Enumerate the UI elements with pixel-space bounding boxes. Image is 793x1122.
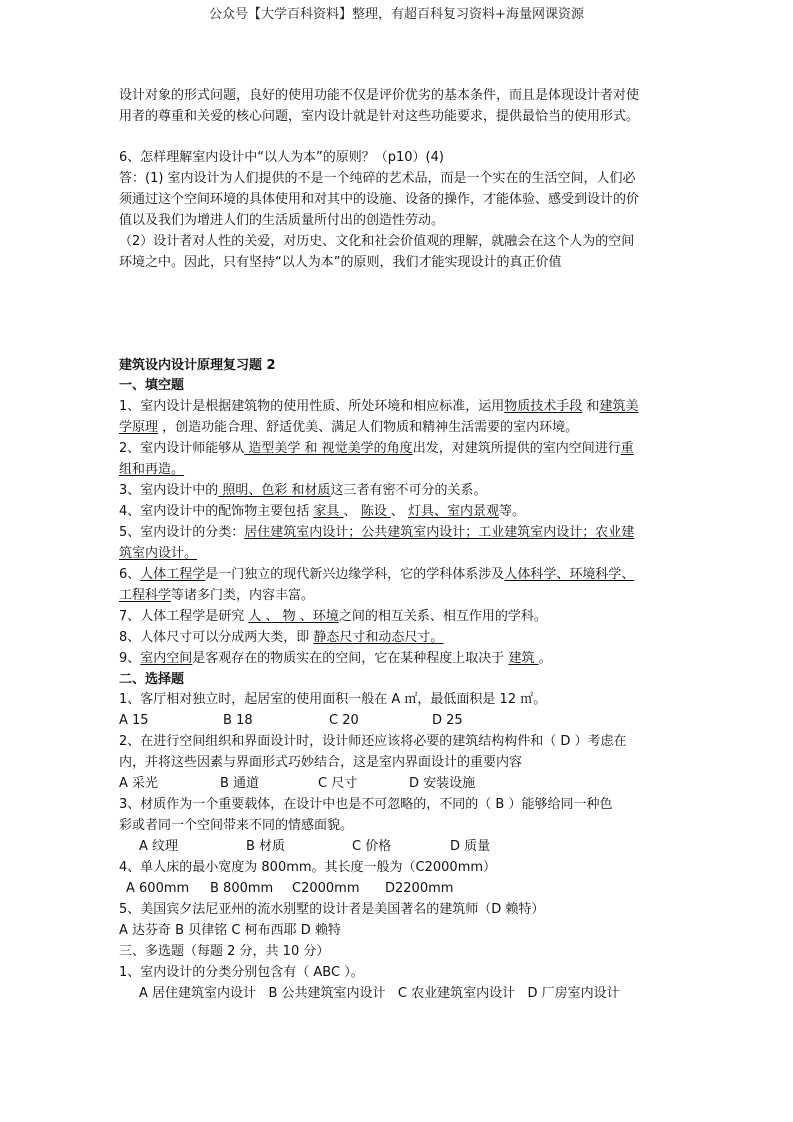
answer-blank: 室内空间 bbox=[140, 651, 193, 666]
choice-q5: 5、美国宾夕法尼亚州的流水别墅的设计者是美国著名的建筑师（D 赖特） bbox=[119, 902, 545, 917]
option: D 安装设施 bbox=[409, 776, 476, 791]
fill-blank-q1-line1 bbox=[119, 399, 638, 415]
answer-line: 须通过这个空间环境的具体使用和对其中的设施、设备的操作，才能体验、感受到设计的价 bbox=[119, 192, 640, 207]
answer-blank: 筑室内设计。 bbox=[119, 546, 198, 561]
answer-blank: 居住建筑室内设计；公共建筑室内设计；工业建筑室内设计；农业建 bbox=[244, 525, 635, 540]
fill-blank-q5-line2 bbox=[119, 546, 197, 562]
text: 等。 bbox=[498, 504, 525, 519]
option: A 居住建筑室内设计 bbox=[139, 986, 257, 1001]
option: C 农业建筑室内设计 bbox=[397, 986, 516, 1001]
option: D 赖特 bbox=[300, 923, 341, 938]
option: D2200mm bbox=[385, 881, 454, 896]
fill-blank-q3 bbox=[119, 483, 487, 499]
answer-blank: 工程科学 bbox=[119, 588, 172, 603]
option: A 采光 bbox=[119, 776, 159, 791]
answer-blank: 建筑 bbox=[508, 651, 539, 666]
option: B 通道 bbox=[220, 776, 260, 791]
option: A 达芬奇 bbox=[119, 923, 172, 938]
option: B 800mm bbox=[210, 881, 274, 896]
answer-blank: 静态尺寸和动态尺寸。 bbox=[313, 630, 444, 645]
choice-q3-line1: 3、材质作为一个重要载体，在设计中也是不可忽略的，不同的（ B ）能够给同一种色 bbox=[119, 797, 613, 812]
text: 之间的相互关系、相互作用的学科。 bbox=[338, 609, 547, 624]
fill-blank-q4 bbox=[119, 504, 525, 520]
text: ，创造功能合理、舒适优美、满足人们物质和精神生活需要的室内环境。 bbox=[158, 420, 579, 435]
text: 和 bbox=[582, 399, 600, 414]
text: 6、 bbox=[119, 567, 141, 582]
text: 2、室内设计师能够从 bbox=[119, 441, 245, 456]
option: A 纹理 bbox=[139, 839, 179, 854]
text: 8、人体尺寸可以分成两大类，即 bbox=[119, 630, 314, 645]
text: 5、室内设计的分类： bbox=[119, 525, 245, 540]
text: 这三者有密不可分的关系。 bbox=[330, 483, 487, 498]
option: C 价格 bbox=[352, 839, 392, 854]
question-text: 6、怎样理解室内设计中“以人为本”的原则？（p10）(4) bbox=[119, 150, 444, 165]
text: 7、人体工程学是研究 bbox=[119, 609, 249, 624]
fill-blank-q5-line1 bbox=[119, 525, 634, 541]
text: 、 bbox=[390, 504, 408, 519]
choice-q2-line1: 2、在进行空间组织和界面设计时，设计师还应该将必要的建筑结构构件和（ D ）考虑在 bbox=[119, 734, 627, 749]
choice-q5-options bbox=[119, 923, 341, 939]
option: C2000mm bbox=[292, 881, 360, 896]
answer-blank: 重 bbox=[620, 441, 634, 456]
para-line: 用者的尊重和关爱的核心问题，室内设计就是针对这些功能要求，提供最恰当的使用形式。 bbox=[119, 109, 640, 124]
option: B 18 bbox=[223, 713, 253, 728]
fill-blank-q2-line1 bbox=[119, 441, 634, 457]
option: A 15 bbox=[119, 713, 149, 728]
choice-q4: 4、单人床的最小宽度为 800mm。其长度一般为（C2000mm） bbox=[119, 860, 497, 875]
page-header: 公众号【大学百科资料】整理，有超百科复习资料+海量网课资源 bbox=[209, 7, 584, 22]
option: C 20 bbox=[329, 713, 359, 728]
answer-line: （2）设计者对人性的关爱，对历史、文化和社会价值观的理解，就融会在这个人为的空间 bbox=[119, 234, 635, 249]
text: 4、室内设计中的配饰物主要包括 bbox=[119, 504, 314, 519]
answer-blank: 造型美学 和 视觉美学的角度 bbox=[244, 441, 413, 456]
fill-blank-heading: 一、填空题 bbox=[119, 378, 185, 393]
option: D 25 bbox=[432, 713, 463, 728]
choice-q2-line2: 内，并将这些因素与界面形式巧妙结合，这是室内界面设计的重要内容 bbox=[119, 755, 523, 770]
multi-q1-options bbox=[139, 986, 620, 1002]
option: B 公共建筑室内设计 bbox=[268, 986, 386, 1001]
section-title: 建筑设内设计原理复习题 2 bbox=[119, 358, 276, 373]
answer-line: 环境之中。因此，只有坚持“以人为本”的原则，我们才能实现设计的真正价值 bbox=[119, 255, 562, 270]
choice-q1: 1、客厅相对独立时，起居室的使用面积一般在 A ㎡，最低面积是 12 ㎡。 bbox=[119, 692, 547, 707]
option: C 柯布西耶 bbox=[231, 923, 297, 938]
answer-line: 答：(1) 室内设计为人们提供的不是一个纯碎的艺术品，而是一个实在的生活空间，人们必 bbox=[119, 171, 636, 186]
choice-heading: 二、选择题 bbox=[119, 672, 185, 687]
choice-q3-line2: 彩或者同一个空间带来不同的情感面貌。 bbox=[119, 818, 354, 833]
fill-blank-q9 bbox=[119, 651, 552, 667]
option: A 600mm bbox=[126, 881, 190, 896]
text: 出发，对建筑所提供的室内空间进行 bbox=[412, 441, 621, 456]
answer-blank: 人体科学、环境科学、 bbox=[504, 567, 635, 582]
fill-blank-q2-line2 bbox=[119, 462, 184, 478]
text: 是一门独立的现代新兴边缘学科，它的学科体系涉及 bbox=[205, 567, 505, 582]
text: 9、 bbox=[119, 651, 141, 666]
fill-blank-q8 bbox=[119, 630, 443, 646]
fill-blank-q6-line1 bbox=[119, 567, 634, 583]
answer-blank: 陈设 bbox=[360, 504, 391, 519]
text: 是客观存在的物质实在的空间，它在某种程度上取决于 bbox=[192, 651, 509, 666]
answer-blank: 照明、色彩 和材质 bbox=[218, 483, 331, 498]
multi-heading: 三、多选题（每题 2 分，共 10 分） bbox=[119, 944, 330, 959]
text: 1、室内设计是根据建筑物的使用性质、所处环境和相应标准，运用 bbox=[119, 399, 505, 414]
text: 3、室内设计中的 bbox=[119, 483, 219, 498]
answer-blank: 学原理 bbox=[119, 420, 159, 435]
answer-blank: 物质技术手段 bbox=[504, 399, 583, 414]
answer-blank: 灯具、室内景观 bbox=[407, 504, 499, 519]
option: D 质量 bbox=[450, 839, 491, 854]
para-line: 设计对象的形式问题，良好的使用功能不仅是评价优劣的基本条件，而且是体现设计者对使 bbox=[119, 88, 640, 103]
option: D 厂房室内设计 bbox=[527, 986, 620, 1001]
text: 等诸多门类，内容丰富。 bbox=[171, 588, 315, 603]
option: B 材质 bbox=[246, 839, 286, 854]
answer-blank: 组和再造。 bbox=[119, 462, 185, 477]
answer-blank: 家具 bbox=[313, 504, 344, 519]
answer-blank: 建筑美 bbox=[599, 399, 639, 414]
answer-blank: 人体工程学 bbox=[140, 567, 206, 582]
answer-blank: 人 、 物 、环境 bbox=[248, 609, 339, 624]
answer-line: 值以及我们为增进人们的生活质量所付出的创造性劳动。 bbox=[119, 213, 445, 228]
option: B 贝律铭 bbox=[175, 923, 228, 938]
multi-q1: 1、室内设计的分类分别包含有（ ABC ）。 bbox=[119, 965, 364, 980]
fill-blank-q1-line2 bbox=[119, 420, 578, 436]
option: C 尺寸 bbox=[318, 776, 358, 791]
fill-blank-q7 bbox=[119, 609, 547, 625]
text: 。 bbox=[538, 651, 552, 666]
text: 、 bbox=[343, 504, 361, 519]
fill-blank-q6-line2 bbox=[119, 588, 314, 604]
